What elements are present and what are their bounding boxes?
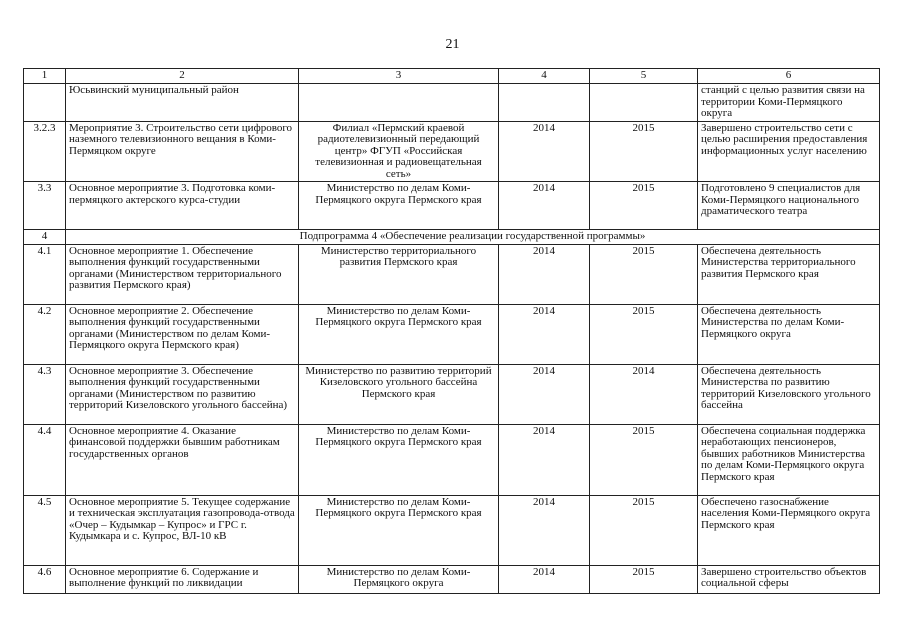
table-row	[24, 182, 880, 230]
column-number: 1	[24, 69, 66, 84]
expected-result: Обеспечена деятельность Министерства по делам Коми-Пермяцкого округа	[698, 304, 880, 364]
row-number: 4.2	[24, 304, 66, 364]
expected-result: Обеспечено газоснабжение населения Коми-Пермяцкого округа Пермского края	[698, 495, 880, 565]
table-row	[24, 244, 880, 304]
column-number: 6	[698, 69, 880, 84]
start-year: 2014	[499, 182, 590, 230]
expected-result: Обеспечена деятельность Министерства территориального развития Пермского края	[698, 244, 880, 304]
table-row	[24, 565, 880, 593]
row-number: 4.5	[24, 495, 66, 565]
executor	[299, 84, 499, 122]
subprogram-number: 4	[24, 230, 66, 245]
column-number-row	[24, 69, 880, 84]
activity-name: Основное мероприятие 5. Текущее содержание и техническая эксплуатация газопровода-отвода «Очер – Кудымкар – Купрос» и ГРС г. Кудымкара и с. Купрос, ВЛ-10 кВ	[66, 495, 299, 565]
activity-name: Мероприятие 3. Строительство сети цифрового наземного телевизионного вещания в Коми-Пермяцком округе	[66, 121, 299, 182]
table-row	[24, 304, 880, 364]
start-year: 2014	[499, 121, 590, 182]
executor: Филиал «Пермский краевой радиотелевизионный передающий центр» ФГУП «Российская телевизионная и радиовещательная сеть»	[299, 121, 499, 182]
subprogram-row	[24, 230, 880, 245]
end-year: 2015	[590, 424, 698, 495]
row-number: 4.4	[24, 424, 66, 495]
start-year: 2014	[499, 495, 590, 565]
end-year: 2014	[590, 364, 698, 424]
activity-name: Основное мероприятие 4. Оказание финансовой поддержки бывшим работникам государственных органов	[66, 424, 299, 495]
table-row	[24, 364, 880, 424]
executor: Министерство по делам Коми-Пермяцкого округа Пермского края	[299, 495, 499, 565]
column-number: 2	[66, 69, 299, 84]
table-row	[24, 495, 880, 565]
expected-result: Обеспечена деятельность Министерства по развитию территорий Кизеловского угольного бассейна	[698, 364, 880, 424]
column-number: 4	[499, 69, 590, 84]
end-year: 2015	[590, 495, 698, 565]
row-number: 4.6	[24, 565, 66, 593]
table-row	[24, 84, 880, 122]
activity-name: Основное мероприятие 3. Подготовка коми-пермяцкого актерского курса-студии	[66, 182, 299, 230]
executor: Министерство по делам Коми-Пермяцкого округа Пермского края	[299, 182, 499, 230]
expected-result: Подготовлено 9 специалистов для Коми-Пермяцкого национального драматического театра	[698, 182, 880, 230]
row-number: 3.3	[24, 182, 66, 230]
program-activities-table	[23, 68, 880, 594]
row-number: 4.3	[24, 364, 66, 424]
subprogram-title: Подпрограмма 4 «Обеспечение реализации государственной программы»	[66, 230, 880, 245]
end-year: 2015	[590, 182, 698, 230]
end-year: 2015	[590, 565, 698, 593]
end-year: 2015	[590, 244, 698, 304]
start-year: 2014	[499, 364, 590, 424]
activity-name: Основное мероприятие 6. Содержание и выполнение функций по ликвидации	[66, 565, 299, 593]
end-year: 2015	[590, 304, 698, 364]
column-number: 5	[590, 69, 698, 84]
row-number	[24, 84, 66, 122]
row-number: 4.1	[24, 244, 66, 304]
table-row	[24, 121, 880, 182]
executor: Министерство территориального развития Пермского края	[299, 244, 499, 304]
start-year: 2014	[499, 565, 590, 593]
activity-name: Юсьвинский муниципальный район	[66, 84, 299, 122]
start-year: 2014	[499, 304, 590, 364]
end-year: 2015	[590, 121, 698, 182]
page-number: 21	[445, 37, 460, 52]
start-year: 2014	[499, 244, 590, 304]
start-year	[499, 84, 590, 122]
expected-result: станций с целью развития связи на территории Коми-Пермяцкого округа	[698, 84, 880, 122]
activity-name: Основное мероприятие 1. Обеспечение выполнения функций государственными органами (Министерством территориального развития Пермского края)	[66, 244, 299, 304]
table-row	[24, 424, 880, 495]
executor: Министерство по делам Коми-Пермяцкого округа Пермского края	[299, 424, 499, 495]
expected-result: Завершено строительство сети с целью расширения предоставления информационных услуг населению	[698, 121, 880, 182]
executor: Министерство по делам Коми-Пермяцкого округа	[299, 565, 499, 593]
expected-result: Обеспечена социальная поддержка неработающих пенсионеров, бывших работников Министерства по делам Коми-Пермяцкого округа Пермского края	[698, 424, 880, 495]
row-number: 3.2.3	[24, 121, 66, 182]
activity-name: Основное мероприятие 3. Обеспечение выполнения функций государственными органами (Министерством по развитию территорий Кизеловского угольного бассейна)	[66, 364, 299, 424]
executor: Министерство по делам Коми-Пермяцкого округа Пермского края	[299, 304, 499, 364]
executor: Министерство по развитию территорий Кизеловского угольного бассейна Пермского края	[299, 364, 499, 424]
start-year: 2014	[499, 424, 590, 495]
activity-name: Основное мероприятие 2. Обеспечение выполнения функций государственными органами (Министерством по делам Коми-Пермяцкого округа Пермского края)	[66, 304, 299, 364]
end-year	[590, 84, 698, 122]
expected-result: Завершено строительство объектов социальной сферы	[698, 565, 880, 593]
column-number: 3	[299, 69, 499, 84]
